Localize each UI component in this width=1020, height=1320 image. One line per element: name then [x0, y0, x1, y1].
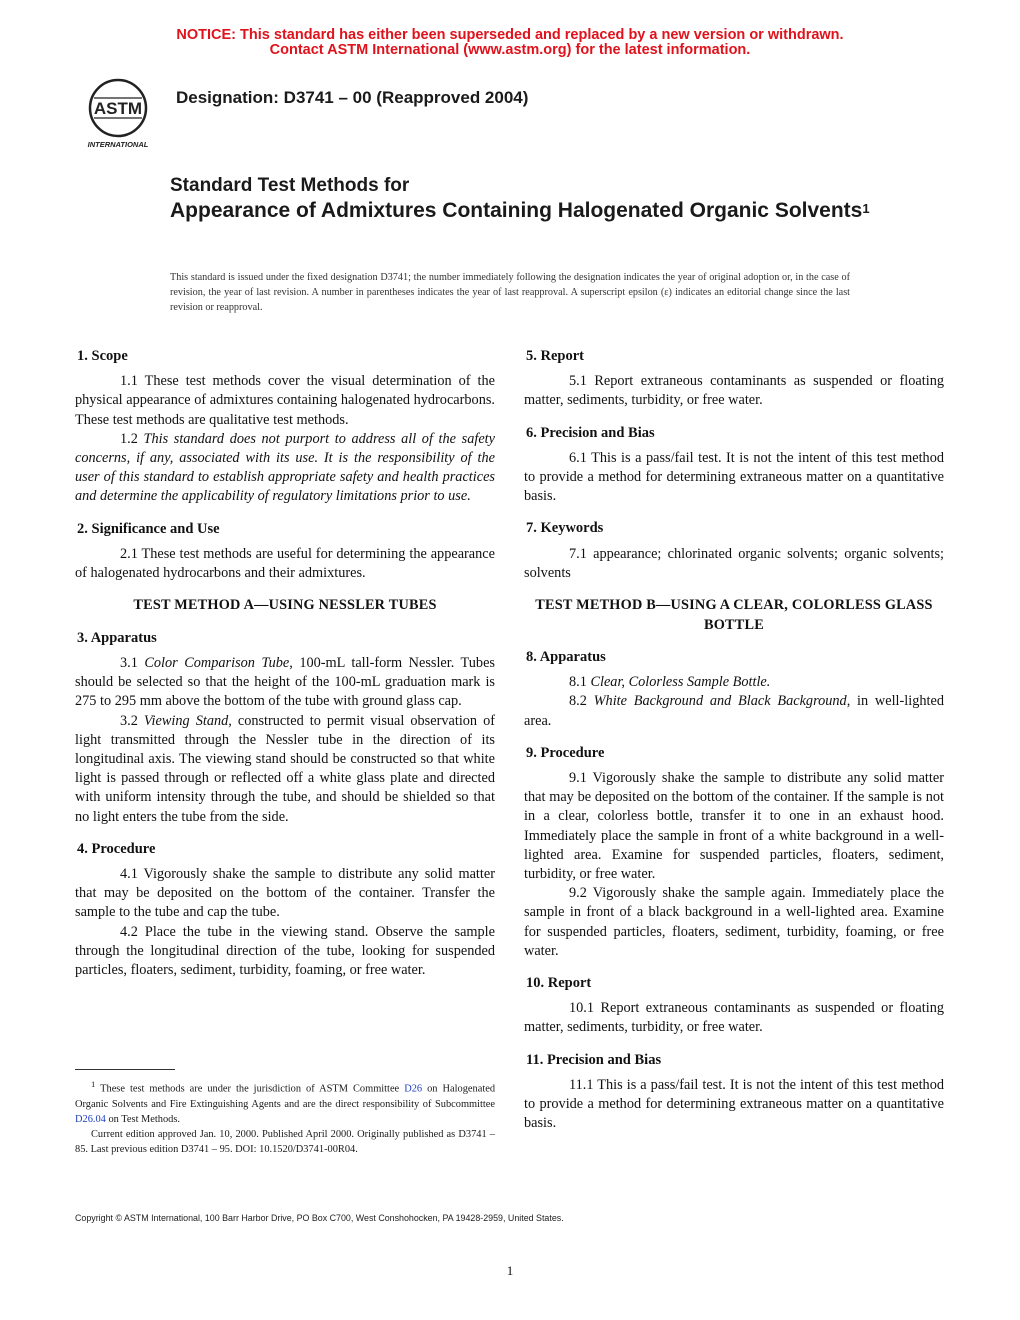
paragraph-1-1: 1.1 These test methods cover the visual determination of the physical appearance of admixtures containing halogenated hydrocarbons. These test methods are qualitative test methods.	[75, 373, 495, 428]
section-heading-apparatus-b: 8. Apparatus	[526, 649, 606, 666]
notice-line-1: NOTICE: This standard has either been superseded and replaced by a new version or withdrawn.	[176, 27, 844, 43]
logo-subtext: INTERNATIONAL	[87, 140, 149, 149]
footnote-1-text-b: on Halogenated Organic Solvents and Fire Extinguishing Agents and are the direct responsibility of Subcommittee	[75, 1083, 496, 1110]
paragraph-11-1: 11.1 This is a pass/fail test. It is not the intent of this test method to provide a method for determining extraneous matter on a quantitative basis.	[524, 1076, 944, 1132]
notice-line-2: Contact ASTM International (www.astm.org) for the latest information.	[269, 42, 751, 58]
paragraph-3-2-text: , constructed to permit visual observation of light transmitted through the Nessler tube in the direction of its longitudinal axis. The viewing stand should be constructed so that white light is passed through or reflected off a white glass plate and directed with uniform intensity through the tube, and should be shielded so that no light enters the tube from the side.	[75, 712, 496, 825]
paragraph-4-2: 4.2 Place the tube in the viewing stand. Observe the sample through the longitudinal direction of the tube, looking for suspended particles, floaters, sediment, turbidity, foaming, or free water.	[75, 923, 495, 978]
paragraph-3-2	[75, 712, 495, 827]
paragraph-6-1: 6.1 This is a pass/fail test. It is not the intent of this test method to provide a method for determining extraneous matter on a quantitative basis.	[524, 449, 944, 505]
section-heading-precision-b: 11. Precision and Bias	[526, 1051, 662, 1068]
logo-text: ASTM	[93, 99, 143, 118]
footnote-divider	[75, 1069, 175, 1070]
paragraph-8-2-num: 8.2	[569, 693, 594, 710]
designation: Designation: D3741 – 00 (Reapproved 2004)	[176, 88, 529, 107]
section-heading-report-b: 10. Report	[526, 975, 592, 992]
paragraph-5-1: 5.1 Report extraneous contaminants as suspended or floating matter, sediments, turbidity, or free water.	[524, 373, 944, 409]
footnote-2: Current edition approved Jan. 10, 2000. Published April 2000. Originally published as D3741 – 85. Last previous edition D3741 – 95. DOI: 10.1520/D3741-00R04.	[75, 1129, 495, 1156]
link-committee-d26[interactable]: D26	[404, 1083, 423, 1095]
paragraph-3-1-term: Color Comparison Tube	[144, 654, 290, 671]
title-line-2	[170, 198, 890, 223]
paragraph-8-2	[524, 692, 944, 730]
paragraph-2-1: 2.1 These test methods are useful for determining the appearance of halogenated hydrocarbons and their admixtures.	[75, 545, 495, 582]
paragraph-8-1-num: 8.1	[569, 674, 591, 691]
paragraph-8-1-term: Clear, Colorless Sample Bottle.	[590, 674, 771, 691]
footnote-mark: 1	[91, 1079, 96, 1089]
section-heading-significance: 2. Significance and Use	[77, 520, 220, 537]
paragraph-3-1-num: 3.1	[120, 654, 145, 671]
paragraph-3-2-num: 3.2	[120, 712, 144, 729]
paragraph-8-2-text: , in well-lighted area.	[524, 693, 944, 729]
paragraph-10-1: 10.1 Report extraneous contaminants as suspended or floating matter, sediments, turbidity, or free water.	[524, 1000, 944, 1036]
paragraph-3-1-text: , 100-mL tall-form Nessler. Tubes should be selected so that the height of the 100-mL graduation mark is 275 to 295 mm above the bottom of the tube with ground glass cap.	[75, 654, 495, 710]
section-heading-precision: 6. Precision and Bias	[526, 424, 655, 441]
astm-logo	[76, 76, 162, 150]
copyright-line: Copyright © ASTM International, 100 Barr Harbor Drive, PO Box C700, West Conshohocken, PA 19428-2959, United States.	[75, 1213, 564, 1223]
page-number: 1	[506, 1263, 514, 1278]
footnote-1-text-a: These test methods are under the jurisdiction of ASTM Committee	[95, 1083, 405, 1095]
title-footnote-mark: 1	[862, 201, 870, 216]
section-heading-apparatus: 3. Apparatus	[77, 629, 157, 646]
paragraph-1-2-text: This standard does not purport to address all of the safety concerns, if any, associated with its use. It is the responsibility of the user of this standard to establish appropriate safety and health practices and determine the applicability of regulatory limitations prior to use.	[75, 430, 495, 505]
left-column	[75, 347, 495, 980]
paragraph-7-1: 7.1 appearance; chlorinated organic solvents; organic solvents; solvents	[524, 545, 944, 581]
paragraph-3-2-term: Viewing Stand	[143, 712, 229, 729]
title-line-1: Standard Test Methods for	[170, 175, 410, 196]
test-method-a-heading: TEST METHOD A—USING NESSLER TUBES	[133, 597, 437, 614]
title-main: Appearance of Admixtures Containing Halogenated Organic Solvents	[170, 199, 863, 222]
paragraph-8-2-term: White Background and Black Background	[593, 693, 847, 710]
paragraph-8-1	[524, 673, 944, 692]
section-heading-report: 5. Report	[526, 348, 584, 364]
section-heading-procedure: 4. Procedure	[77, 840, 156, 857]
section-heading-keywords: 7. Keywords	[526, 520, 604, 537]
paragraph-3-1	[75, 654, 495, 712]
paragraph-1-2-num: 1.2	[120, 430, 144, 447]
footnote-1	[75, 1077, 495, 1127]
section-heading-scope: 1. Scope	[77, 348, 128, 364]
paragraph-4-1: 4.1 Vigorously shake the sample to distribute any solid matter that may be deposited on the bottom of the container. Transfer the sample to the tube and cap the tube.	[75, 865, 495, 921]
paragraph-9-1: 9.1 Vigorously shake the sample to distribute any solid matter that may be deposited on the bottom of the container. If the sample is not in a clear, colorless bottle, transfer it to one in an exhaust hood. Immediately place the sample in front of a white background in a well-lighted area. Examine for suspended particles, floaters, sediment, turbidity, or free water.	[524, 770, 944, 883]
paragraph-1-2	[75, 430, 495, 507]
link-subcommittee-d2604[interactable]: D26.04	[75, 1113, 106, 1125]
paragraph-9-2: 9.2 Vigorously shake the sample again. Immediately place the sample in front of a black background in a well-lighted area. Examine for suspended particles, floaters, sediment, turbidity, foaming, or free water.	[524, 885, 944, 959]
right-column	[524, 347, 944, 1134]
test-method-b-heading: TEST METHOD B—USING A CLEAR, COLORLESS GLASS BOTTLE	[535, 597, 933, 633]
footnote-1-text-c: on Test Methods.	[105, 1113, 181, 1125]
footnotes	[75, 1077, 495, 1157]
intro-statement: This standard is issued under the fixed designation D3741; the number immediately following the designation indicates the year of original adoption or, in the case of revision, the year of last revision. A number in parentheses indicates the year of last reapproval. A superscript epsilon (ε) indicates an editorial change since the last revision or reapproval.	[170, 272, 850, 313]
section-heading-procedure-b: 9. Procedure	[526, 744, 605, 761]
